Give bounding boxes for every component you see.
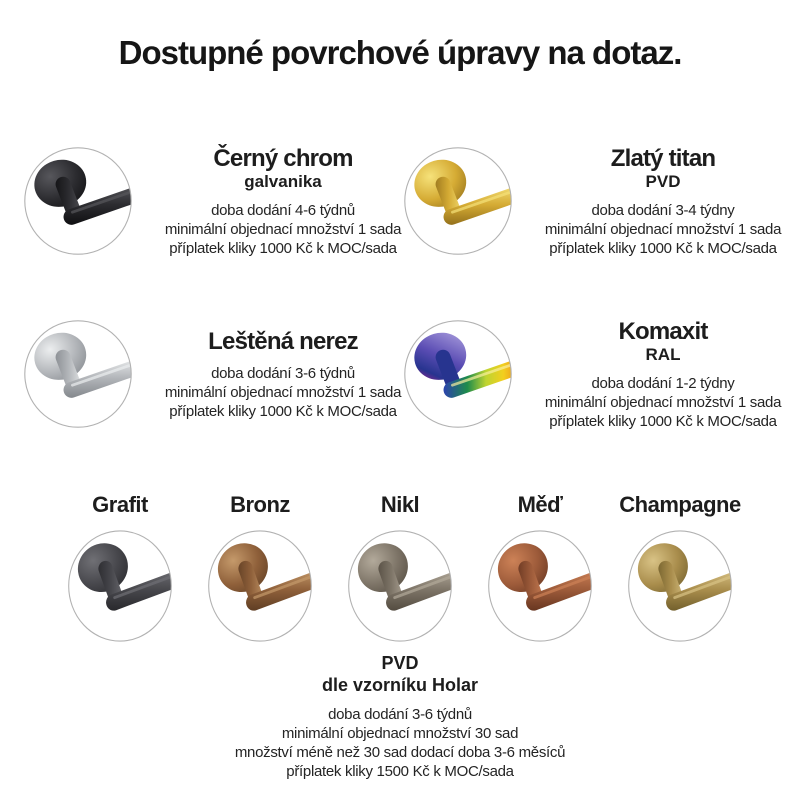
small-finish-name: Měď <box>517 492 563 517</box>
footer-title: PVD <box>381 653 419 673</box>
finish-details <box>140 201 426 258</box>
finish-card <box>402 299 800 449</box>
finish-card <box>22 299 426 449</box>
finish-subtitle: PVD <box>645 171 681 191</box>
finish-subtitle: galvanika <box>244 171 322 191</box>
finish-name: Zlatý titan <box>610 144 716 172</box>
small-finish-card <box>330 492 470 644</box>
handle-image <box>402 318 514 430</box>
finish-detail-line: doba dodání 3-6 týdnů <box>211 364 355 382</box>
finish-name: Komaxit <box>618 317 708 345</box>
footer-block <box>0 652 800 781</box>
finish-detail-line: doba dodání 1-2 týdny <box>591 374 735 392</box>
footer-detail-line: množství méně než 30 sad dodací doba 3-6 měsíců <box>234 744 566 761</box>
finish-detail-line: příplatek kliky 1000 Kč k MOC/sada <box>169 402 397 420</box>
finish-detail-line: doba dodání 3-4 týdny <box>591 201 735 219</box>
finish-text-block <box>134 145 426 258</box>
finish-name: Leštěná nerez <box>208 327 358 355</box>
finish-details <box>520 201 800 258</box>
finish-detail-line: příplatek kliky 1000 Kč k MOC/sada <box>549 412 777 430</box>
small-finish-card <box>190 492 330 644</box>
small-finish-name: Grafit <box>92 492 148 517</box>
finish-detail-line: minimální objednací množství 1 sada <box>164 220 402 238</box>
footer-subtitle: dle vzorníku Holar <box>321 675 479 695</box>
finish-detail-line: minimální objednací množství 1 sada <box>544 220 782 238</box>
handle-image <box>346 528 454 644</box>
page-title: Dostupné povrchové úpravy na dotaz. <box>118 34 682 71</box>
handle-image <box>626 528 734 644</box>
finish-subtitle: RAL <box>645 344 681 364</box>
finish-card <box>402 126 800 276</box>
footer-detail-line: minimální objednací množství 30 sad <box>281 725 519 742</box>
small-finish-name: Champagne <box>619 492 741 517</box>
finish-text-block <box>514 318 800 431</box>
finish-text-block <box>134 328 426 421</box>
finish-detail-line: minimální objednací množství 1 sada <box>544 393 782 411</box>
finish-details <box>520 374 800 431</box>
finish-details <box>140 364 426 421</box>
small-finish-card <box>610 492 750 644</box>
handle-image <box>66 528 174 644</box>
finish-card <box>22 126 426 276</box>
small-finish-card <box>50 492 190 644</box>
finish-detail-line: příplatek kliky 1000 Kč k MOC/sada <box>549 239 777 257</box>
handle-image <box>22 145 134 257</box>
handle-image <box>206 528 314 644</box>
finish-detail-line: příplatek kliky 1000 Kč k MOC/sada <box>169 239 397 257</box>
small-finish-card <box>470 492 610 644</box>
footer-detail-line: doba dodání 3-6 týdnů <box>328 706 472 723</box>
handle-image <box>486 528 594 644</box>
small-finish-name: Nikl <box>380 492 420 517</box>
handle-image <box>22 318 134 430</box>
footer-details <box>0 705 800 781</box>
footer-detail-line: příplatek kliky 1500 Kč k MOC/sada <box>286 763 514 780</box>
finish-name: Černý chrom <box>213 144 353 172</box>
small-finishes-row <box>50 492 750 644</box>
handle-image <box>402 145 514 257</box>
finish-detail-line: minimální objednací množství 1 sada <box>164 383 402 401</box>
finish-text-block <box>514 145 800 258</box>
main-finishes-grid <box>0 126 800 456</box>
finish-detail-line: doba dodání 4-6 týdnů <box>211 201 355 219</box>
small-finish-name: Bronz <box>230 492 290 517</box>
